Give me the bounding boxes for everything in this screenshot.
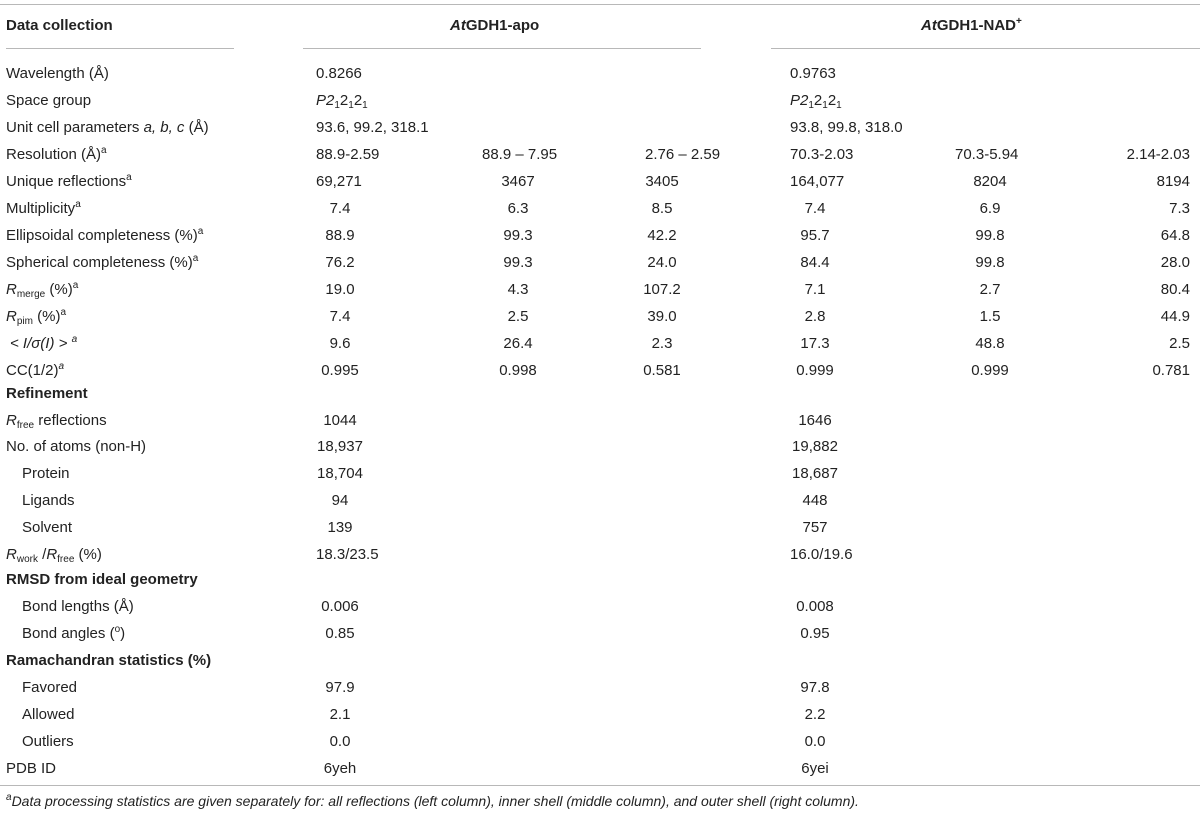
table-row xyxy=(0,199,1200,226)
nad-all: 2.8 xyxy=(804,308,826,325)
row-label: Solvent xyxy=(22,519,73,536)
nad-all: 0.999 xyxy=(796,362,834,379)
header-apo: AtGDH1-apo xyxy=(450,17,540,34)
nad-inner: 99.8 xyxy=(975,227,1005,244)
table-row xyxy=(0,118,1200,145)
table-row xyxy=(0,91,1200,118)
row-label: Protein xyxy=(22,465,70,482)
apo-all: 88.9 xyxy=(325,227,355,244)
apo-outer: 107.2 xyxy=(643,281,681,298)
nad-outer: 2.5 xyxy=(1169,335,1190,352)
row-label: Ellipsoidal completeness (%)$^a$ xyxy=(6,226,204,244)
row-label: Bond angles ($^o$) xyxy=(22,624,126,642)
table-top-rule xyxy=(0,4,1200,5)
table-row xyxy=(0,280,1200,307)
apo-all: 0.995 xyxy=(321,362,359,379)
row-label: Space group xyxy=(6,92,92,109)
row-label: Resolution (Å)$^a$ xyxy=(6,145,107,163)
apo-value: 94 xyxy=(331,492,349,509)
table-row xyxy=(0,226,1200,253)
apo-value: 2.1 xyxy=(329,706,351,723)
nad-all: 7.4 xyxy=(804,200,826,217)
apo-inner: 99.3 xyxy=(503,254,533,271)
table-row xyxy=(0,624,1200,651)
apo-outer: 2.3 xyxy=(651,335,673,352)
nad-outer: 2.14-2.03 xyxy=(1126,146,1190,163)
apo-all: 9.6 xyxy=(329,335,351,352)
nad-outer: 44.9 xyxy=(1160,308,1190,325)
apo-inner: 4.3 xyxy=(507,281,529,298)
nad-outer: 64.8 xyxy=(1160,227,1190,244)
nad-value: 93.8, 99.8, 318.0 xyxy=(790,119,903,136)
nad-inner: 0.999 xyxy=(971,362,1009,379)
nad-value: 0.9763 xyxy=(790,65,836,82)
apo-value: 93.6, 99.2, 318.1 xyxy=(316,119,429,136)
nad-value: 757 xyxy=(802,519,828,536)
nad-value: 0.008 xyxy=(796,598,834,615)
apo-inner: 3467 xyxy=(501,173,535,190)
apo-value: 97.9 xyxy=(325,679,355,696)
nad-outer: 0.781 xyxy=(1152,362,1190,379)
nad-inner: 48.8 xyxy=(975,335,1005,352)
apo-value: 0.006 xyxy=(321,598,359,615)
nad-value: 16.0/19.6 xyxy=(790,546,853,563)
nad-all: 17.3 xyxy=(800,335,830,352)
apo-inner: 88.9 – 7.95 xyxy=(482,146,558,163)
apo-value: 18,937 xyxy=(317,438,363,455)
nad-all: 70.3-2.03 xyxy=(790,146,854,163)
table-row xyxy=(0,411,1200,438)
footnote: $^a$Data processing statistics are given separately for: all reflections (left column), inner shell (middle column), and outer shell (right column). xyxy=(6,792,859,809)
apo-inner: 6.3 xyxy=(507,200,529,217)
row-label: $CC(1/2)^a$ xyxy=(6,361,65,379)
section-ramachandran xyxy=(0,651,1200,678)
nad-inner: 70.3-5.94 xyxy=(955,146,1019,163)
apo-all: 7.4 xyxy=(329,200,351,217)
nad-value: 2.2 xyxy=(804,706,826,723)
header-underline-apo xyxy=(303,48,701,49)
row-label: $R_{free}$ reflections xyxy=(6,412,107,431)
header-underline-nad xyxy=(771,48,1200,49)
nad-inner: 6.9 xyxy=(979,200,1001,217)
table-row xyxy=(0,253,1200,280)
nad-all: 95.7 xyxy=(800,227,830,244)
table-row xyxy=(0,545,1200,572)
nad-value: 18,687 xyxy=(792,465,838,482)
apo-value: 1044 xyxy=(323,412,357,429)
nad-inner: 99.8 xyxy=(975,254,1005,271)
apo-all: 69,271 xyxy=(316,173,362,190)
table-row xyxy=(0,464,1200,491)
row-label: $R_{pim}$ (%)$^a$ xyxy=(6,307,67,327)
table-row xyxy=(0,491,1200,518)
section-title: RMSD from ideal geometry xyxy=(6,571,198,588)
apo-outer: 0.581 xyxy=(643,362,681,379)
header-nad: AtGDH1-NAD+ xyxy=(921,16,1022,34)
header-underline-col0 xyxy=(6,48,234,49)
nad-value: 1646 xyxy=(798,412,832,429)
table-row xyxy=(0,597,1200,624)
nad-inner: 8204 xyxy=(973,173,1007,190)
row-label: Outliers xyxy=(22,733,74,750)
table-row xyxy=(0,334,1200,361)
apo-inner: 26.4 xyxy=(503,335,533,352)
row-label: Favored xyxy=(22,679,78,696)
apo-value: 0.8266 xyxy=(316,65,362,82)
nad-inner: 1.5 xyxy=(979,308,1001,325)
row-label: Allowed xyxy=(22,706,75,723)
nad-value: 0.0 xyxy=(804,733,826,750)
table-row xyxy=(0,678,1200,705)
apo-value: 6yeh xyxy=(323,760,357,777)
nad-all: 164,077 xyxy=(790,173,845,190)
table-row xyxy=(0,172,1200,199)
apo-inner: 99.3 xyxy=(503,227,533,244)
table-row xyxy=(0,145,1200,172)
apo-value: 18,704 xyxy=(317,465,363,482)
row-label: Wavelength (Å) xyxy=(6,65,109,82)
apo-value: 0.0 xyxy=(329,733,351,750)
table-bottom-rule xyxy=(0,785,1200,786)
apo-value: 139 xyxy=(327,519,353,536)
table-row xyxy=(0,437,1200,464)
row-label: Multiplicity$^a$ xyxy=(6,199,81,217)
apo-outer: 24.0 xyxy=(647,254,677,271)
nad-value: 97.8 xyxy=(800,679,830,696)
row-label: No. of atoms (non-H) xyxy=(6,438,147,455)
table-row xyxy=(0,705,1200,732)
table-row xyxy=(0,732,1200,759)
row-label: PDB ID xyxy=(6,760,57,777)
nad-outer: 7.3 xyxy=(1169,200,1190,217)
nad-value: 0.95 xyxy=(800,625,830,642)
row-label: Unit cell parameters a, b, c (Å) xyxy=(6,119,209,136)
apo-outer: 2.76 – 2.59 xyxy=(645,146,721,163)
nad-outer: 8194 xyxy=(1156,173,1190,190)
table-row xyxy=(0,307,1200,334)
section-refinement xyxy=(0,384,1200,411)
row-label: Bond lengths (Å) xyxy=(22,598,134,615)
apo-outer: 8.5 xyxy=(651,200,673,217)
section-title: Refinement xyxy=(6,385,88,402)
section-rmsd xyxy=(0,570,1200,597)
apo-all: 76.2 xyxy=(325,254,355,271)
nad-all: 7.1 xyxy=(804,281,826,298)
apo-inner: 0.998 xyxy=(499,362,537,379)
nad-inner: 2.7 xyxy=(979,281,1001,298)
nad-value: $P2_12_12_1$ xyxy=(790,92,842,111)
apo-all: 19.0 xyxy=(325,281,355,298)
apo-outer: 42.2 xyxy=(647,227,677,244)
apo-outer: 3405 xyxy=(645,173,679,190)
apo-all: 88.9-2.59 xyxy=(316,146,380,163)
row-label: Unique reflections$^a$ xyxy=(6,172,132,190)
table-row xyxy=(0,64,1200,91)
row-label: Ligands xyxy=(22,492,75,509)
header-data-collection: Data collection xyxy=(6,17,113,34)
nad-value: 19,882 xyxy=(792,438,838,455)
apo-outer: 39.0 xyxy=(647,308,677,325)
row-label: $R_{work}$ $/R_{free}$ (%) xyxy=(6,546,102,565)
apo-inner: 2.5 xyxy=(507,308,529,325)
apo-value: $P2_12_12_1$ xyxy=(316,92,368,111)
nad-outer: 28.0 xyxy=(1160,254,1190,271)
nad-value: 448 xyxy=(802,492,828,509)
table-row xyxy=(0,759,1200,786)
apo-all: 7.4 xyxy=(329,308,351,325)
table-row xyxy=(0,518,1200,545)
nad-value: 6yei xyxy=(801,760,829,777)
row-label: $R_{merge}$ (%)$^a$ xyxy=(6,280,79,300)
apo-value: 0.85 xyxy=(325,625,355,642)
nad-outer: 80.4 xyxy=(1160,281,1190,298)
nad-all: 84.4 xyxy=(800,254,830,271)
row-label: Spherical completeness (%)$^a$ xyxy=(6,253,199,271)
section-title: Ramachandran statistics (%) xyxy=(6,652,212,669)
row-label: < I/σ(I) > $^a$ xyxy=(10,334,78,352)
apo-value: 18.3/23.5 xyxy=(316,546,379,563)
